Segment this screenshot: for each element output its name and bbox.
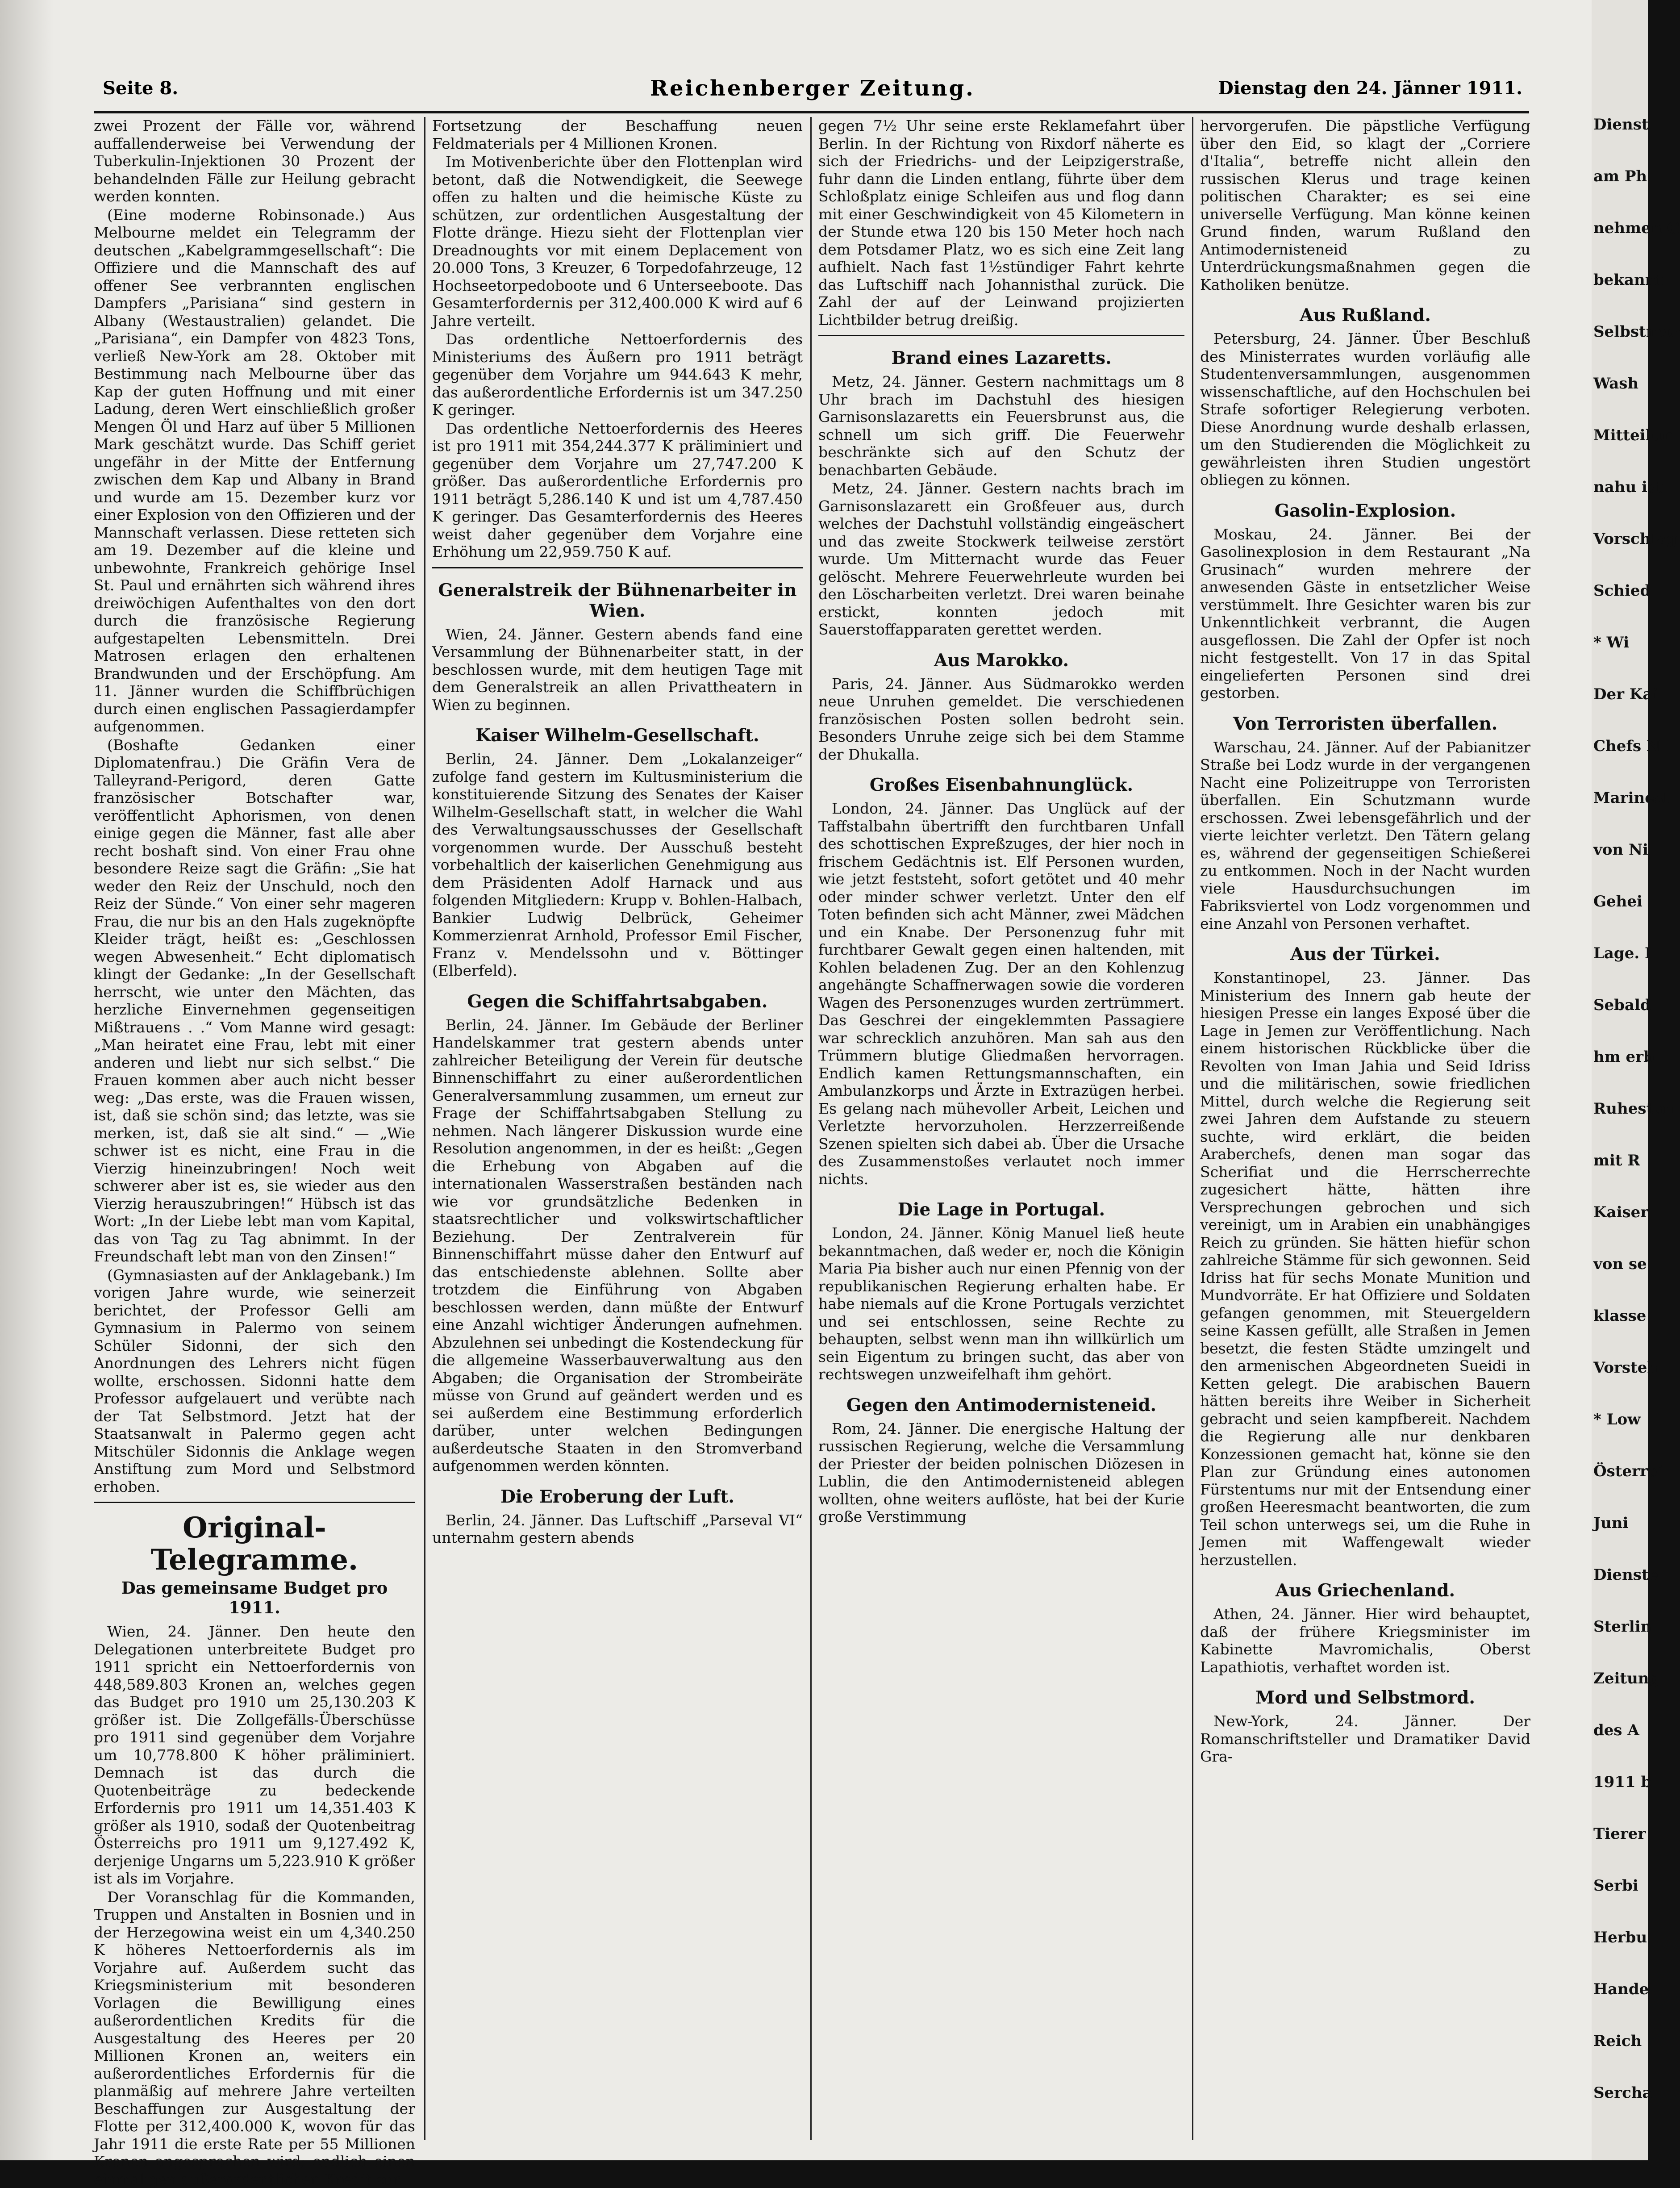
article-headline: Gegen den Antimodernisteneid. (818, 1395, 1184, 1416)
masthead (103, 78, 1522, 109)
article-paragraph: Das ordentliche Nettoerfordernis des Ministeriums des Äußern pro 1911 beträgt gegenüber dem Vorjahre um 944.643 K mehr, das außerordentliche Erfordernis ist um 347.250 K geringer. (432, 330, 803, 419)
adjacent-page-text: Tierer (1593, 1826, 1646, 1841)
adjacent-page-text: bekannt (1593, 272, 1663, 288)
adjacent-page-text: Chefs N (1593, 739, 1660, 754)
article-paragraph: Paris, 24. Jänner. Aus Südmarokko werden neue Unruhen gemeldet. Die verschiedenen französischen Posten sollen bedroht sein. Besonders Unruhe zeige sich bei dem Stamme der Dhukalla. (818, 675, 1184, 764)
article-paragraph: New-York, 24. Jänner. Der Romanschriftsteller und Dramatiker David Gra- (1200, 1712, 1530, 1766)
adjacent-page-text: am Ph (1593, 169, 1647, 184)
article-paragraph: (Boshafte Gedanken einer Diplomatenfrau.) Die Gräfin Vera de Talleyrand-Perigord, deren Gatte französischer Botschafter war, veröffentlicht Aphorismen, von denen einige gegen die Männer, fast alle aber recht boshaft sind. Von einer Frau ohne besondere Reize sagt die Gräfin: „Sie hat weder den Reiz der Unschuld, noch den Reiz der Sünde.“ Von einer sehr mageren Frau, die nur bis an den Hals zugeknöpfte Kleider trägt, heißt es: „Geschlossen wegen Abwesenheit.“ Echt diplomatisch klingt der Gedanke: „In der Gesellschaft herrscht, wie unter den Mächten, das herzliche Einvernehmen gegenseitigen Mißtrauens . .“ Vom Manne wird gesagt: „Man heiratet eine Frau, lebt mit einer anderen und liebt nur sich selbst.“ Die Frauen kommen aber auch nicht besser weg: „Das erste, was die Frauen wissen, ist, daß sie schön sind; das letzte, was sie merken, ist, daß sie alt sind.“ — „Wie schwer ist es nicht, eine Frau in die Vierzig hineinzubringen! Noch weit schwerer aber ist es, sie wieder aus den Vierzig herauszubringen!“ Hübsch ist das Wort: „In der Liebe lebt man vom Kapital, das von Tag zu Tag abnimmt. In der Freundschaft lebt man von den Zinsen!“ (94, 736, 415, 1265)
article-headline: Mord und Selbstmord. (1200, 1687, 1530, 1708)
article-paragraph: Wien, 24. Jänner. Den heute den Delegationen unterbreitete Budget pro 1911 spricht ein Nettoerfordernis von 448,589.803 Kronen an, welches gegen das Budget pro 1910 um 25,130.203 K größer ist. Die Zollgefälls-Überschüsse pro 1911 sind gegenüber dem Vorjahre um 10,778.800 K höher präliminiert. Demnach ist das durch die Quotenbeiträge zu bedeckende Erfordernis pro 1911 um 14,351.403 K größer als 1910, sodaß der Quotenbeitrag Österreichs pro 1911 um 9,127.492 K, derjenige Ungarns um 5,223.910 K größer ist als im Vorjahre. (94, 1623, 415, 1887)
article-headline: Brand eines Lazaretts. (818, 348, 1184, 368)
adjacent-page-text: von se (1593, 1257, 1647, 1272)
adjacent-page-text: Der Kai (1593, 687, 1658, 702)
article-headline: Aus Rußland. (1200, 305, 1530, 326)
column-divider (810, 117, 812, 2140)
adjacent-page-text: klasse (1593, 1308, 1646, 1324)
adjacent-page-text: Sercha (1593, 2085, 1652, 2100)
article-paragraph: Das ordentliche Nettoerfordernis des Heeres ist pro 1911 mit 354,244.377 K präliminiert und gegenüber dem Vorjahre um 27,747.200 K größer. Das außerordentliche Erfordernis pro 1911 beträgt 5,286.140 K und ist um 4,787.450 K geringer. Das Gesamterfordernis des Heeres weist daher gegenüber dem Vorjahre eine Erhöhung um 22,959.750 K auf. (432, 420, 803, 561)
section-rule (432, 567, 803, 568)
article-headline: Die Eroberung der Luft. (432, 1487, 803, 1507)
issue-date: Dienstag den 24. Jänner 1911. (1218, 78, 1522, 99)
adjacent-page-text: Ruhestan (1593, 1101, 1674, 1116)
article-paragraph: Berlin, 24. Jänner. Das Luftschiff „Parseval VI“ unternahm gestern abends (432, 1512, 803, 1547)
article-paragraph: Warschau, 24. Jänner. Auf der Pabianitzer Straße bei Lodz wurde in der vergangenen Nacht eine Polizeitruppe von Terroristen überfallen. Ein Schutzmann wurde erschossen. Zwei lebensgefährlich und der vierte leichter verletzt. Den Tätern gelang es, während der gegenseitigen Schießerei zu entkommen. Noch in der Nacht wurden viele Hausdurchsuchungen im Fabriksviertel von Lodz vorgenommen und eine Anzahl von Personen verhaftet. (1200, 739, 1530, 933)
adjacent-page-text: Reich (1593, 2034, 1642, 2049)
adjacent-page-text: Vorschlag (1593, 531, 1677, 547)
adjacent-page-text: Marinesl (1593, 790, 1669, 806)
adjacent-page-text: nahu ist (1593, 480, 1663, 495)
article-paragraph: Im Motivenberichte über den Flottenplan wird betont, daß die Notwendigkeit, die Seewege offen zu halten und die heimische Küste zu schützen, zur ordentlichen Ausgestaltung der Flotte dränge. Hiezu sieht der Flottenplan vier Dreadnoughts vor mit einem Deplacement von 20.000 Tons, 3 Kreuzer, 6 Torpedofahrzeuge, 12 Hochseetorpedoboote und 6 Unterseeboote. Das Gesamterfordernis per 312,400.000 K wird auf 6 Jahre verteilt. (432, 153, 803, 330)
article-paragraph: (Eine moderne Robinsonade.) Aus Melbourne meldet ein Telegramm der deutschen „Kabelgrammgesellschaft“: Die Offiziere und die Mannschaft des auf offener See verbrannten englischen Dampfers „Parisiana“ sind gestern in Albany (Westaustralien) gelandet. Die „Parisiana“, ein Dampfer von 4823 Tons, verließ New-York am 28. Oktober mit Bestimmung nach Melbourne über das Kap der guten Hoffnung und mit einer Ladung, deren Wert einschließlich großer Mengen Öl und Harz auf über 5 Millionen Mark geschätzt wurde. Das Schiff geriet ungefähr in der Mitte der Entfernung zwischen dem Kap und Albany in Brand und wurde am 15. Dezember kurz vor einer Explosion von den Offizieren und der Mannschaft verlassen. Diese retteten sich am 19. Dezember auf die kleine und unbewohnte, Frankreich gehörige Insel St. Paul und ernährten sich während ihres dreiwöchigen Aufenthaltes von den dort durch die französische Regierung aufgestapelten Lebensmitteln. Drei Matrosen erlagen den erhaltenen Brandwunden und der Erschöpfung. Am 11. Jänner wurden die Schiffbrüchigen durch einen englischen Passagierdampfer aufgenommen. (94, 206, 415, 735)
adjacent-page-text: Dienst (1593, 117, 1649, 132)
article-headline: Aus Griechenland. (1200, 1580, 1530, 1601)
adjacent-page-text: 1911 b (1593, 1775, 1651, 1790)
adjacent-page-text: des A (1593, 1723, 1639, 1738)
adjacent-page-text: Gehei (1593, 894, 1642, 909)
column-divider (1192, 117, 1193, 2140)
adjacent-page-text: Schied (1593, 583, 1651, 598)
page-number: Seite 8. (103, 78, 178, 99)
section-rule (818, 335, 1184, 336)
article-headline: Gegen die Schiffahrtsabgaben. (432, 991, 803, 1012)
adjacent-page-text: nehmen G (1593, 221, 1680, 236)
adjacent-page-text: Mitteilun (1593, 428, 1673, 443)
article-paragraph: Berlin, 24. Jänner. Im Gebäude der Berliner Handelskammer trat gestern abends unter zahlreicher Beteiligung der Verein für deutsche Binnenschiffahrt zu einer außerordentlichen Generalversammlung zusammen, um erneut zur Frage der Schiffahrtsabgaben Stellung zu nehmen. Nach längerer Diskussion wurde eine Resolution angenommen, in der es heißt: „Gegen die Erhebung von Abgaben auf die internationalen Wasserstraßen beständen nach wie vor grundsätzliche Bedenken in staatsrechtlicher und volkswirtschaftlicher Beziehung. Der Zentralverein für Binnenschiffahrt müsse daher den Entwurf auf das entschiedenste ablehnen. Sollte aber trotzdem die Einführung von Abgaben beschlossen werden, dann müßte der Entwurf eine Anzahl wichtiger Änderungen aufnehmen. Abzulehnen sei unbedingt die Kostendeckung für die allgemeine Wasserbauverwaltung aus den Abgaben; die Organisation der Strombeiräte müsse von Grund auf geändert werden und es sei außerdem eine Bestimmung erforderlich darüber, unter welchen Bedingungen außerdeutsche Staaten in den Stromverband aufgenommen werden könnten. (432, 1016, 803, 1475)
article-headline: Aus der Türkei. (1200, 944, 1530, 965)
article-paragraph: Petersburg, 24. Jänner. Über Beschluß des Ministerrates wurden vorläufig alle Studentenversammlungen, ausgenommen wissenschaftliche, auf den Hochschulen bei Strafe sofortiger Relegierung verboten. Diese Anordnung wurde deshalb erlassen, um den Studierenden die Möglichkeit zu gewährleisten ihren Studien ungestört obliegen zu können. (1200, 330, 1530, 489)
article-headline: Aus Marokko. (818, 650, 1184, 671)
adjacent-page-text: Selbstmor (1593, 324, 1680, 339)
adjacent-page-text: Vorsteh (1593, 1360, 1658, 1375)
article-paragraph: hervorgerufen. Die päpstliche Verfügung über den Eid, so klagt der „Corriere d'Italia“, betreffe nicht allein den russischen Klerus und trage keinen politischen Charakter; es sei eine universelle Verfügung. Man könne keinen Grund finden, warum Rußland den Antimodernisteneid zu Unterdrückungsmaßnahmen gegen die Katholiken benütze. (1200, 117, 1530, 293)
masthead-rule (94, 111, 1529, 113)
article-headline: Kaiser Wilhelm-Gesellschaft. (432, 725, 803, 746)
adjacent-page-text: Hande (1593, 1982, 1649, 1997)
adjacent-page-text: Sterlin (1593, 1619, 1651, 1634)
adjacent-page-text: Wash (1593, 376, 1638, 391)
article-paragraph: (Gymnasiasten auf der Anklagebank.) Im vorigen Jahre wurde, wie seinerzeit berichtet, der Professor Gelli am Gymnasium in Palermo von seinem Schüler Sidonni, der sich den Anordnungen des Lehrers nicht fügen wollte, erschossen. Sidonni hatte dem Professor aufgelauert und verübte nach der Tat Selbstmord. Jetzt hat der Staatsanwalt in Palermo gegen acht Mitschüler Sidonnis die Anklage wegen Anstiftung zum Mord und Selbstmord erhoben. (94, 1266, 415, 1496)
adjacent-page-text: Zeitung (1593, 1671, 1659, 1686)
article-paragraph: Moskau, 24. Jänner. Bei der Gasolinexplosion in dem Restaurant „Na Grusinach“ wurden mehrere der anwesenden Gäste in entsetzlicher Weise verstümmelt. Ihre Gesichter waren bis zur Unkenntlichkeit verbrannt, die Augen ausgeflossen. Die Zahl der Opfer ist noch nicht festgestellt. Von 17 in das Spital eingelieferten Personen sind drei gestorben. (1200, 526, 1530, 702)
adjacent-page-text: Dienste (1593, 1567, 1658, 1583)
article-paragraph: Metz, 24. Jänner. Gestern nachts brach im Garnisonslazarett ein Großfeuer aus, durch welches der Dachstuhl vollständig eingeäschert und das zweite Stockwerk teilweise zerstört wurde. Um Mitternacht wurde das Feuer gelöscht. Mehrere Feuerwehrleute wurden bei den Löscharbeiten verletzt. Drei waren beinahe erstickt, konnten jedoch mit Sauerstoffapparaten gerettet werden. (818, 480, 1184, 639)
adjacent-page-text: von Ni (1593, 842, 1648, 857)
column-3 (818, 117, 1184, 2140)
article-paragraph: gegen 7½ Uhr seine erste Reklamefahrt über Berlin. In der Richtung von Rixdorf näherte es sich der Friedrichs- und der Leipzigerstraße, fuhr dann die Linden entlang, führte über dem Schloßplatz einige Schleifen aus und flog dann mit einer Geschwindigkeit von 45 Kilometern in der Stunde etwa 120 bis 150 Meter hoch nach dem Potsdamer Platz, wo es sich eine Zeit lang aufhielt. Nach fast 1½stündiger Fahrt kehrte das Luftschiff nach Johannisthal zurück. Die Zahl der auf der Leinwand projizierten Lichtbilder betrug dreißig. (818, 117, 1184, 329)
article-paragraph: Metz, 24. Jänner. Gestern nachmittags um 8 Uhr brach im Dachstuhl des hiesigen Garnisonslazaretts ein Feuersbrunst aus, die schnell um sich griff. Die Feuerwehr beschränkte sich auf den Schutz der benachbarten Gebäude. (818, 373, 1184, 479)
adjacent-page-text: Juni (1593, 1516, 1628, 1531)
article-headline: Großes Eisenbahnunglück. (818, 775, 1184, 795)
article-headline: Die Lage in Portugal. (818, 1199, 1184, 1220)
article-paragraph: Der Voranschlag für die Kommanden, Truppen und Anstalten in Bosnien und in der Herzegowina weist ein um 4,340.250 K höheres Nettoerfordernis als im Vorjahre auf. Außerdem sucht das Kriegsministerium mit besonderen Vorlagen die Bewilligung eines außerordentlichen Kredits für die Ausgestaltung des Heeres per 20 Millionen Kronen an, weiters ein außerordentliches Erfordernis für die planmäßig auf mehrere Jahre verteilten Beschaffungen zur Ausgestaltung der Flotte per 312,400.000 K, wovon für das Jahr 1911 die erste Rate per 55 Millionen Kronen angesprochen wird; endlich einen einmaligen außerordentlichen Kredit zur (94, 1888, 415, 2188)
adjacent-page-text: Lage. I (1593, 946, 1652, 961)
article-paragraph: Wien, 24. Jänner. Gestern abends fand eine Versammlung der Bühnenarbeiter statt, in der beschlossen wurde, mit dem heutigen Tage mit dem Generalstreik an allen Privattheatern in Wien zu beginnen. (432, 626, 803, 714)
article-headline: Generalstreik der Bühnenarbeiter in Wien. (432, 580, 803, 621)
adjacent-page-text: * Low (1593, 1412, 1640, 1427)
column-2 (432, 117, 803, 2140)
article-headline: Original-Telegramme. (94, 1512, 415, 1576)
column-4 (1200, 117, 1530, 2140)
adjacent-page-text: mit R (1593, 1153, 1640, 1168)
column-divider (424, 117, 425, 2140)
article-paragraph: London, 24. Jänner. König Manuel ließ heute bekanntmachen, daß weder er, noch die Königin Maria Pia bisher auch nur einen Pfennig von der republikanischen Regierung erhalten habe. Er habe niemals auf die Krone Portugals verzichtet und sei entschlossen, seine Rechte zu behaupten, selbst wenn man ihn willkürlich um sein Eigentum zu bringen sucht, das aber von rechtswegen unzweifelhaft ihm gehört. (818, 1224, 1184, 1383)
article-paragraph: zwei Prozent der Fälle vor, während auffallenderweise bei Verwendung der Tuberkulin-Injektionen 30 Prozent der behandelnden Fälle zur Heilung gebracht werden konnten. (94, 117, 415, 205)
adjacent-page-edge (1592, 0, 1648, 2160)
article-headline: Das gemeinsame Budget pro 1911. (94, 1578, 415, 1617)
page-edge-shadow (0, 0, 54, 2160)
section-rule (94, 1502, 415, 1503)
column-1 (94, 117, 415, 2140)
adjacent-page-text: Herbu (1593, 1930, 1647, 1945)
article-paragraph: Rom, 24. Jänner. Die energische Haltung der russischen Regierung, welche die Versammlung der Priester der beiden polnischen Diözesen in Lublin, die den Antimodernisteneid ablegen wollten, ohne weiters auflöste, hat bei der Kurie große Verstimmung (818, 1420, 1184, 1526)
article-paragraph: Athen, 24. Jänner. Hier wird behauptet, daß der frühere Kriegsminister im Kabinette Mavromichalis, Oberst Lapathiotis, verhaftet worden ist. (1200, 1605, 1530, 1676)
article-paragraph: Berlin, 24. Jänner. Dem „Lokalanzeiger“ zufolge fand gestern im Kultusministerium die konstituierende Sitzung des Senates der Kaiser Wilhelm-Gesellschaft statt, in welcher die Wahl des Verwaltungsausschusses der Gesellschaft vorgenommen wurde. Der Ausschuß besteht vorbehaltlich der kaiserlichen Genehmigung aus dem Präsidenten Adolf Harnack und aus folgenden Mitgliedern: Krupp v. Bohlen-Halbach, Bankier Ludwig Delbrück, Geheimer Kommerzienrat Arnhold, Professor Emil Fischer, Franz v. Mendelssohn und v. Böttinger (Elberfeld). (432, 750, 803, 980)
article-paragraph: London, 24. Jänner. Das Unglück auf der Taffstalbahn übertrifft den furchtbaren Unfall des schottischen Expreßzuges, der hier noch in frischem Gedächtnis ist. Elf Personen wurden, wie jetzt feststeht, sofort getötet und 40 mehr oder minder schwer verletzt. Unter den elf Toten befinden sich acht Männer, zwei Mädchen und ein Knabe. Der Personenzug fuhr mit furchtbarer Gewalt gegen einen haltenden, mit Kohlen beladenen Zug. Der an den Kohlenzug angehängte Schaffnerwagen sowie die vorderen Wagen des Personenzuges wurden zertrümmert. Das Geschrei der eingeklemmten Passagiere war schrecklich anzuhören. Man sah aus den Trümmern blutige Gliedmaßen hervorragen. Endlich kamen Rettungsmannschaften, ein Ambulanzkorps und Ärzte in Extrazügen herbei. Es gelang nach mühevoller Arbeit, Leichen und Verletzte hervorzuholen. Herzzerreißende Szenen spielten sich dabei ab. Über die Ursache des Zusammenstoßes verlautet noch immer nichts. (818, 800, 1184, 1188)
adjacent-page-text: hm erb (1593, 1049, 1654, 1065)
adjacent-page-text: Österrei (1593, 1464, 1663, 1479)
adjacent-page-text: Kaiser (1593, 1205, 1648, 1220)
newspaper-title: Reichenberger Zeitung. (103, 76, 1522, 101)
article-headline: Von Terroristen überfallen. (1200, 714, 1530, 734)
adjacent-page-text: * Wi (1593, 635, 1629, 650)
article-headline: Gasolin-Explosion. (1200, 501, 1530, 521)
article-paragraph: Konstantinopel, 23. Jänner. Das Ministerium des Innern gab heute der hiesigen Presse ein langes Exposé über die Lage in Jemen zur Veröffentlichung. Nach einem historischen Rückblicke über die Revolten von Iman Jahia und Seid Idriss und die militärischen, sowie friedlichen Mittel, durch welche die Regierung seit zwei Jahren dem Aufstande zu steuern suchte, wird erklärt, die beiden Araberchefs, denen man sogar das Scherifiat und die Herrscherrechte zugesichert hätte, hätten ihre Versprechungen gebrochen und sich vereinigt, um in Arabien ein unabhängiges Reich zu gründen. Sie hätten hiefür schon zahlreiche Stämme für sich gewonnen. Seid Idriss hat für sechs Monate Munition und Mundvorräte. Er hat Offiziere und Soldaten gefangen genommen, mit Steuergeldern seine Kassen gefüllt, alle Straßen in Jemen besetzt, die festen Städte umzingelt und den armenischen Abgeordneten Sueidi in Ketten gelegt. Die arabischen Bauern hätten bereits ihre Weiber in Sicherheit gebracht und seien kampfbereit. Nachdem die Regierung alle nur denkbaren Konzessionen gemacht hat, könne sie den Plan zur Gründung eines autonomen Fürstentums nur mit der Entsendung einer großen Heeresmacht beantworten, die zum Teil schon unterwegs sei, um die Ruhe in Jemen mit Waffengewalt wieder herzustellen. (1200, 969, 1530, 1569)
article-paragraph: Fortsetzung der Beschaffung neuen Feldmaterials per 4 Millionen Kronen. (432, 117, 803, 152)
adjacent-page-text: Sebald (1593, 998, 1651, 1013)
adjacent-page-text: Serbi (1593, 1878, 1638, 1893)
